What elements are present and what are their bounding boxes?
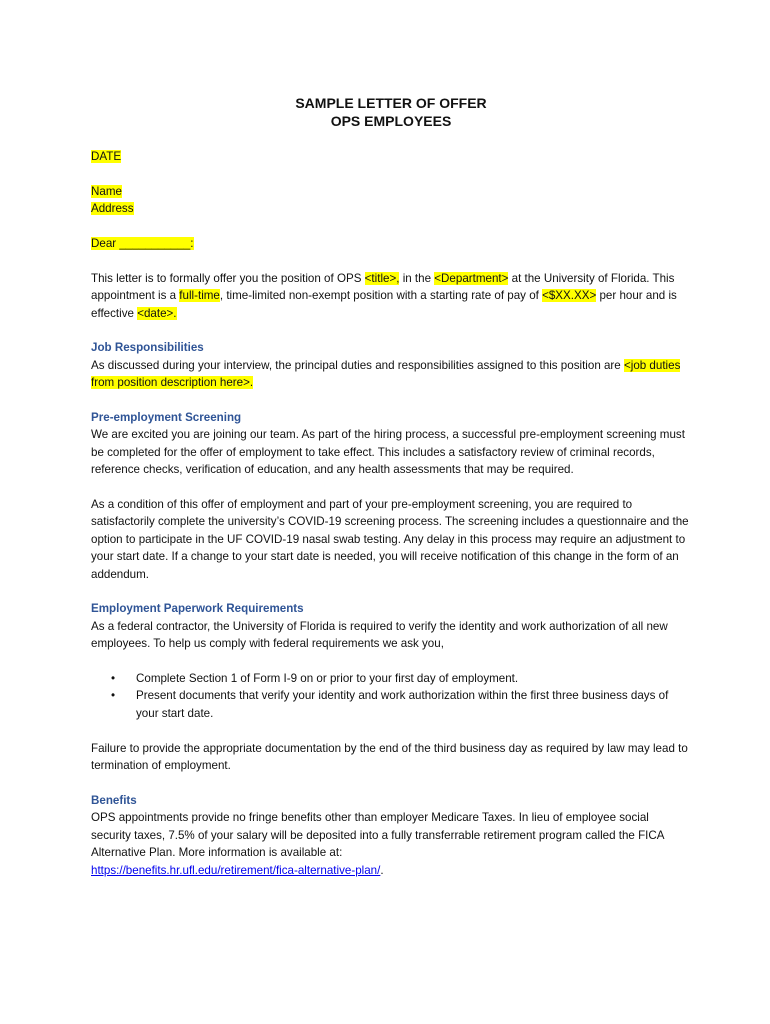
title-line-1: SAMPLE LETTER OF OFFER xyxy=(295,95,487,111)
screening-paragraph-1: We are excited you are joining our team. As part of the hiring process, a successful pre-employment screening must be completed for the offer of employment to take effect. This includes a satisfactory review of criminal records, reference checks, verification of education, and any health assessments that may be required. xyxy=(91,428,685,477)
screening-paragraph-2: As a condition of this offer of employment and part of your pre-employment screening, you are required to satisfactorily complete the university’s COVID-19 screening process. The screening includes a questionnaire and the option to participate in the UF COVID-19 nasal swab testing. Any delay in this process may require an adjustment to your start date. If a change to your start date is needed, you will receive notification of this change in the form of an addendum. xyxy=(91,498,689,581)
address-placeholder: Address xyxy=(91,202,134,216)
salutation: Dear ___________: xyxy=(91,237,194,250)
benefits-heading: Benefits xyxy=(91,793,137,807)
screening-heading: Pre-employment Screening xyxy=(91,411,242,425)
name-placeholder: Name xyxy=(91,184,122,198)
effective-date-placeholder: <date>. xyxy=(137,306,177,320)
list-item: • Complete Section 1 of Form I-9 on or prior to your first day of employment. xyxy=(91,670,691,687)
letter-page: SAMPLE LETTER OF OFFER OPS EMPLOYEES DATE Name Address Dear ___________: This letter is to formally offer you the position of OPS <title>, in the <Department> at the University of Florida. This appointment is a full-time, time-limited non-exempt position with a starting rate of pay of <$XX.XX> per hour and is effective <date>. Job Responsibilities As discussed during your interview, the principal duties and responsibilities assigned to this position are <job duties from position description here>. Pre-employment Screening We are excited you are joining our team. As part of the hiring process, a successful pre-employment screening must be completed for the offer of employment to take effect. This includes a satisfactory review of criminal records, reference checks, verification of education, and any health assessments that may be required. As a condition of this offer of employment and part of your pre-employment screening, you are required to satisfactorily complete the university’s COVID-19 screening process. The screening includes a questionnaire and the option to participate in the UF COVID-19 nasal swab testing. Any delay in this process may require an adjustment to your start date. If a change to your start date is needed, you will receive notification of this change in the form of an addendum. Employment Paperwork Requirements As a federal contractor, the University of Florida is required to verify the identity and work authorization of all new employees. To help us comply with federal requirements we ask you, • Complete Section 1 of Form I-9 on or prior to your first day of employment. • Present documents that verify your identity and work authorization within the first three business days of your start date. Failure to provide the appropriate documentation by the end of the third business day as required by law may lead to termination of employment. Benefits OPS appointments provide no fringe benefits other than employer Medicare Taxes. In lieu of employee social security taxes, 7.5% of your salary will be deposited into a fully transferrable retirement program called the FICA Alternative Plan. More information is available at: https://benefits.hr.ufl.edu/retirement/fica-alternative-plan/. xyxy=(91,94,691,879)
job-paragraph: As discussed during your interview, the principal duties and responsibilities assigned to this position are <job duties from position description here>. xyxy=(91,358,681,390)
bullet-icon: • xyxy=(111,689,116,703)
paperwork-heading: Employment Paperwork Requirements xyxy=(91,602,304,616)
list-item: • Present documents that verify your identity and work authorization within the first three business days of your start date. xyxy=(111,689,669,720)
fulltime-placeholder: full-time xyxy=(179,289,220,303)
job-duties-placeholder: <job duties from position description here>. xyxy=(91,358,681,390)
title-line-2: OPS EMPLOYEES xyxy=(330,113,452,129)
title-placeholder: <title>, xyxy=(364,271,400,285)
date-placeholder: DATE xyxy=(91,150,122,163)
job-heading: Job Responsibilities xyxy=(91,341,204,355)
bullet-icon: • xyxy=(111,672,116,686)
paperwork-paragraph: As a federal contractor, the University of Florida is required to verify the identity and work authorization of all new employees. To help us comply with federal requirements we ask you, xyxy=(91,619,668,651)
department-placeholder: <Department> xyxy=(434,271,509,285)
paperwork-list xyxy=(91,670,691,722)
benefits-paragraph: OPS appointments provide no fringe benefits other than employer Medicare Taxes. In lieu of employee social security taxes, 7.5% of your salary will be deposited into a fully transferrable retirement program called the FICA Alternative Plan. More information is available at: xyxy=(91,811,664,860)
fica-plan-link[interactable]: https://benefits.hr.ufl.edu/retirement/fica-alternative-plan/ xyxy=(91,863,381,877)
failure-paragraph: Failure to provide the appropriate documentation by the end of the third business day as required by law may lead to termination of employment. xyxy=(91,741,688,773)
rate-placeholder: <$XX.XX> xyxy=(542,289,597,303)
intro-paragraph: This letter is to formally offer you the position of OPS <title>, in the <Department> at the University of Florida. This appointment is a full-time, time-limited non-exempt position with a starting rate of pay of <$XX.XX> per hour and is effective <date>. xyxy=(91,271,677,320)
